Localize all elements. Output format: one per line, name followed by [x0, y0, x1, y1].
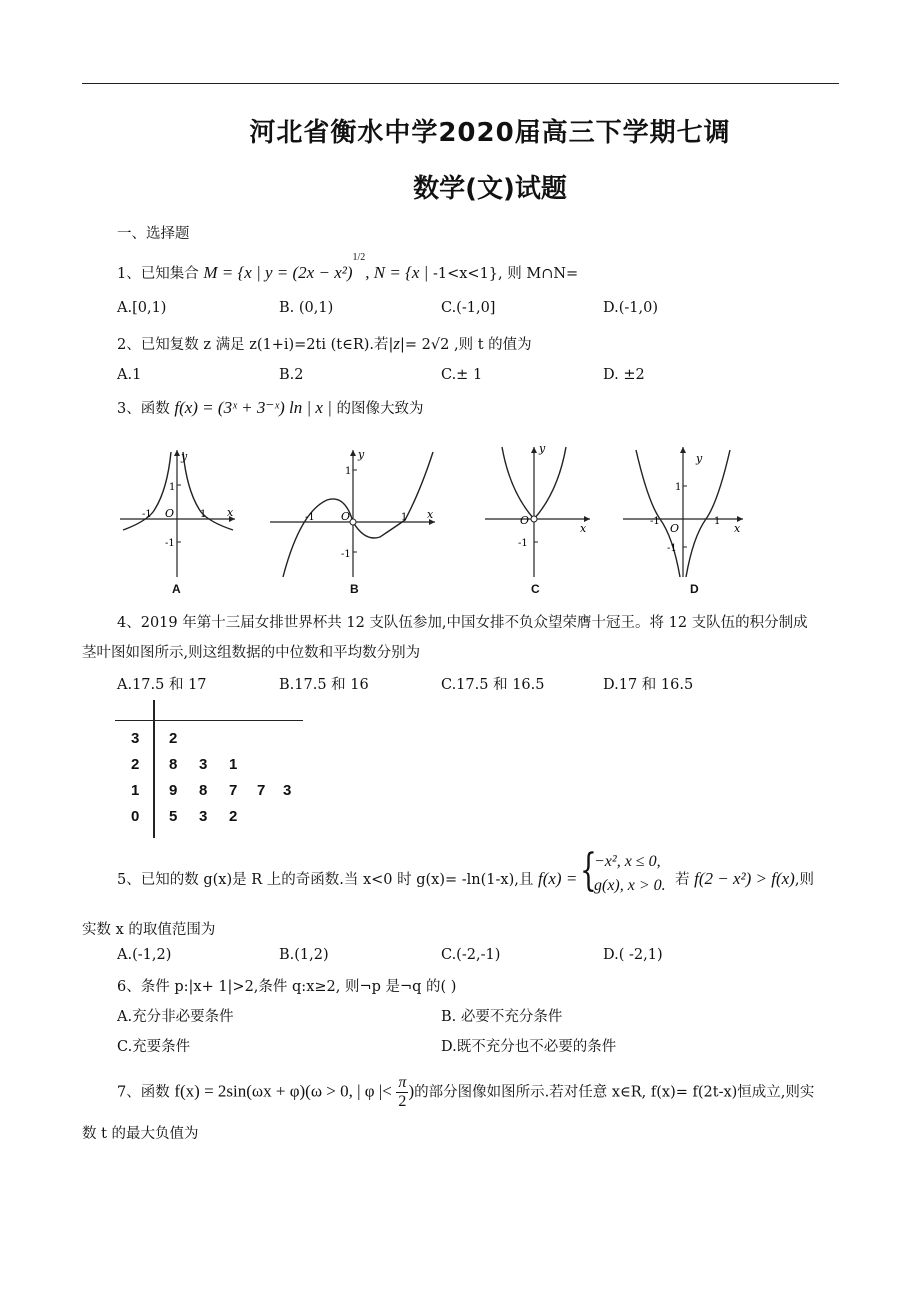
question-4-line-2: 茎叶图如图所示,则这组数据的中位数和平均数分别为: [82, 645, 421, 661]
q5-text-c: ,则: [794, 872, 814, 888]
leaf-2-0: 8: [169, 756, 178, 773]
q7-frac-num: π: [398, 1074, 407, 1091]
question-7-line-2: 数 t 的最大负值为: [82, 1126, 199, 1142]
stem-leaf-plot: [115, 700, 315, 840]
q2-option-a: A.1: [117, 367, 142, 383]
graph-a-y-label: y: [181, 450, 188, 463]
q5-condition: [675, 868, 814, 889]
graph-b-y-label: y: [358, 448, 365, 461]
stem-leaf-divider: [153, 700, 155, 838]
graph-c-label-neg1: -1: [518, 538, 528, 549]
stem-0: 0: [131, 808, 140, 825]
leaf-0-2: 2: [229, 808, 238, 825]
q4-option-d: D.17 和 16.5: [603, 677, 694, 693]
q6-option-b: B. 必要不充分条件: [441, 1009, 563, 1025]
q1-option-b: B. (0,1): [279, 300, 334, 316]
graph-d-x-label: x: [734, 522, 741, 535]
q5-case-1: −x², x ≤ 0,: [594, 853, 661, 870]
graph-a-label-xneg1: -1: [142, 509, 152, 520]
leaf-1-0: 9: [169, 782, 178, 799]
question-3: [117, 397, 424, 418]
q1-prefix: 1、已知集合: [117, 266, 199, 282]
q5-option-c: C.(-2,-1): [441, 947, 501, 963]
q1-option-c: C.(-1,0]: [441, 300, 496, 316]
leaf-1-1: 8: [199, 782, 208, 799]
leaf-2-1: 3: [199, 756, 208, 773]
graph-a-label-1: 1: [169, 482, 176, 493]
q2-option-c: C.± 1: [441, 367, 483, 383]
graph-a-curve-right: [183, 452, 233, 530]
q5-option-d: D.( -2,1): [603, 947, 663, 963]
q6-option-a: A.充分非必要条件: [117, 1009, 234, 1025]
graph-a-x-label: x: [227, 506, 234, 519]
q1-condition: -1<x<1}, 则 M∩N=: [432, 266, 579, 282]
graph-a-label-neg1: -1: [165, 538, 175, 549]
q1-option-a: A.[0,1): [117, 300, 167, 316]
q1-set-m: M = {x | y = (2x − x²): [203, 263, 353, 282]
graph-d-curve-left: [636, 450, 680, 577]
graph-b-label-neg1: -1: [341, 549, 351, 560]
graph-c-y-label: y: [539, 442, 546, 455]
graph-b-caption: B: [350, 582, 359, 596]
graph-b: [265, 442, 440, 582]
graph-d-y-arrow: [680, 447, 686, 453]
q6-option-c: C.充要条件: [117, 1039, 191, 1055]
q4-option-b: B.17.5 和 16: [279, 677, 369, 693]
q1-set-n: , N = {x |: [365, 263, 429, 282]
stem-leaf-top-rule: [115, 720, 303, 721]
leaf-1-3: 7: [257, 782, 266, 799]
graph-a-label-x1: 1: [200, 509, 207, 520]
q7-function: f(x) = 2sin(ωx + φ)(ω > 0, | φ |<: [174, 1081, 392, 1101]
graph-a: [115, 442, 240, 582]
stem-2: 2: [131, 756, 140, 773]
q7-frac-den: 2: [398, 1093, 407, 1110]
question-4-line-1: 4、2019 年第十三届女排世界杯共 12 支队伍参加,中国女排不负众望荣膺十冠王。将 12 支队伍的积分制成: [117, 615, 808, 631]
question-7-line-1: [117, 1074, 814, 1111]
stem-3: 3: [131, 730, 140, 747]
graph-b-x-label: x: [427, 508, 434, 521]
q4-option-c: C.17.5 和 16.5: [441, 677, 545, 693]
graph-c-x-label: x: [580, 522, 587, 535]
q5-text-a: 5、已知的数 g(x)是 R 上的奇函数.当 x<0 时 g(x)= -ln(1-x),且: [117, 872, 534, 888]
q4-option-a: A.17.5 和 17: [117, 677, 207, 693]
q3-suffix: 的图像大致为: [336, 401, 424, 417]
q5-inequality: f(2 − x²) > f(x): [694, 869, 795, 888]
leaf-1-2: 7: [229, 782, 238, 799]
q5-option-b: B.(1,2): [279, 947, 329, 963]
graph-d-label-x1: 1: [714, 516, 721, 527]
graph-b-y-arrow: [350, 450, 356, 456]
graph-d-y-label: y: [696, 452, 703, 465]
graph-d-label-1: 1: [675, 482, 682, 493]
graph-c-caption: C: [531, 582, 540, 596]
question-2: [117, 333, 532, 354]
q7-text: 的部分图像如图所示.若对任意 x∈R, f(x)= f(2t-x)恒成立,则实: [414, 1084, 815, 1101]
leaf-0-0: 5: [169, 808, 178, 825]
q5-fx: f(x) =: [537, 869, 578, 888]
page-title: 河北省衡水中学2020届高三下学期七调: [249, 118, 731, 148]
q2-text-a: 2、已知复数 z 满足 z(1+i)=2ti (t∈R).若|: [117, 337, 394, 353]
q5-brace: {: [580, 845, 597, 896]
graph-d-origin: O: [670, 522, 680, 535]
graph-c-y-arrow: [531, 447, 537, 453]
graph-d-caption: D: [690, 582, 699, 596]
q5-option-a: A.(-1,2): [117, 947, 172, 963]
graph-d: [618, 442, 748, 582]
graph-b-label-x1: 1: [401, 512, 408, 523]
graph-b-hole: [350, 519, 356, 525]
graph-d-curve-right: [686, 450, 730, 577]
graph-a-origin: O: [165, 507, 175, 520]
question-5-line-2: 实数 x 的取值范围为: [82, 922, 216, 938]
q5-text-b: 若: [675, 872, 690, 888]
stem-1: 1: [131, 782, 140, 799]
q1-option-d: D.(-1,0): [603, 300, 658, 316]
graph-b-label-xneg1: -1: [305, 512, 315, 523]
graph-c: [480, 442, 595, 582]
question-6: 6、条件 p:|x+ 1|>2,条件 q:x≥2, 则¬p 是¬q 的( ): [117, 979, 457, 995]
q3-function: f(x) = (3ˣ + 3⁻ˣ) ln | x |: [174, 398, 332, 417]
q2-z: z: [393, 334, 401, 353]
q3-prefix: 3、函数: [117, 401, 170, 417]
q7-fraction: [396, 1074, 408, 1111]
leaf-1-4: 3: [283, 782, 292, 799]
q6-option-d: D.既不充分也不必要的条件: [441, 1039, 617, 1055]
leaf-3-0: 2: [169, 730, 178, 747]
question-5-line-1: [117, 868, 577, 889]
graph-b-origin: O: [341, 510, 351, 523]
q7-close: ): [408, 1081, 415, 1101]
q2-text-b: |= 2√2 ,则 t 的值为: [400, 337, 532, 353]
q7-prefix: 7、函数: [117, 1084, 170, 1101]
question-1: [117, 252, 579, 283]
graph-d-label-neg1: -1: [667, 543, 677, 554]
q1-exponent: 1/2: [352, 252, 366, 264]
leaf-2-2: 1: [229, 756, 238, 773]
graph-a-caption: A: [172, 582, 181, 596]
q5-case-2: g(x), x > 0.: [594, 877, 666, 894]
section-heading: 一、选择题: [117, 226, 190, 242]
leaf-0-1: 3: [199, 808, 208, 825]
graph-d-label-xneg1: -1: [650, 516, 660, 527]
q2-option-d: D. ±2: [603, 367, 645, 383]
graph-c-origin: O: [520, 514, 530, 527]
graph-a-y-arrow: [174, 450, 180, 456]
page-subtitle: 数学(文)试题: [413, 174, 567, 204]
header-rule: [82, 83, 839, 84]
q2-option-b: B.2: [279, 367, 304, 383]
graph-c-hole: [531, 516, 537, 522]
graph-b-label-1: 1: [345, 466, 352, 477]
